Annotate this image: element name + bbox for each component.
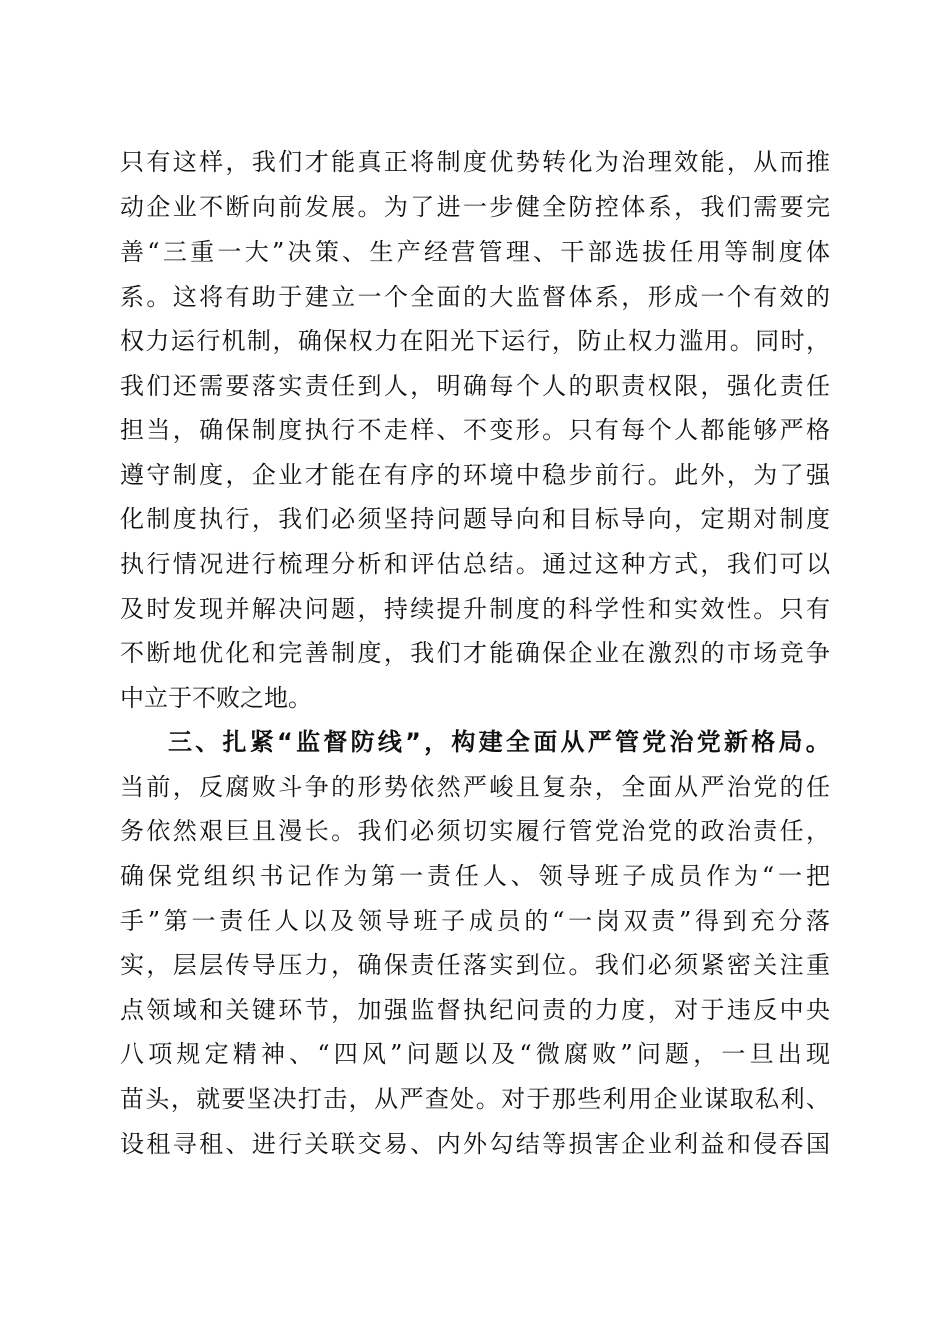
paragraph-line: 当前，反腐败斗争的形势依然严峻且复杂，全面从严治党的任 — [120, 773, 830, 801]
paragraph-line: 务依然艰巨且漫长。我们必须切实履行管党治党的政治责任， — [120, 817, 830, 845]
paragraph-line: 苗头，就要坚决打击，从严查处。对于那些利用企业谋取私利、 — [120, 1085, 830, 1113]
paragraph-line: 遵守制度，企业才能在有序的环境中稳步前行。此外，为了强 — [120, 461, 830, 489]
section-heading: 三、扎紧“监督防线”，构建全面从严管党治党新格局。 — [168, 728, 830, 756]
paragraph-line: 化制度执行，我们必须坚持问题导向和目标导向，定期对制度 — [120, 505, 830, 533]
paragraph-line: 点领域和关键环节，加强监督执纪问责的力度，对于违反中央 — [120, 996, 830, 1024]
paragraph-line: 中立于不败之地。 — [120, 684, 312, 712]
paragraph-line: 只有这样，我们才能真正将制度优势转化为治理效能，从而推 — [120, 148, 830, 176]
paragraph-line: 我们还需要落实责任到人，明确每个人的职责权限，强化责任 — [120, 372, 830, 400]
paragraph-line: 确保党组织书记作为第一责任人、领导班子成员作为“一把 — [120, 862, 830, 890]
paragraph-line: 不断地优化和完善制度，我们才能确保企业在激烈的市场竞争 — [120, 639, 830, 667]
paragraph-line: 系。这将有助于建立一个全面的大监督体系，形成一个有效的 — [120, 283, 830, 311]
paragraph-line: 及时发现并解决问题，持续提升制度的科学性和实效性。只有 — [120, 595, 830, 623]
paragraph-line: 担当，确保制度执行不走样、不变形。只有每个人都能够严格 — [120, 416, 830, 444]
paragraph-line: 动企业不断向前发展。为了进一步健全防控体系，我们需要完 — [120, 193, 830, 221]
paragraph-line: 八项规定精神、“四风”问题以及“微腐败”问题，一旦出现 — [120, 1040, 830, 1068]
paragraph-line: 权力运行机制，确保权力在阳光下运行，防止权力滥用。同时， — [120, 327, 830, 355]
paragraph-line: 实，层层传导压力，确保责任落实到位。我们必须紧密关注重 — [120, 951, 830, 979]
paragraph-line: 手”第一责任人以及领导班子成员的“一岗双责”得到充分落 — [120, 907, 830, 935]
paragraph-line: 设租寻租、进行关联交易、内外勾结等损害企业利益和侵吞国 — [120, 1130, 830, 1158]
paragraph-line: 执行情况进行梳理分析和评估总结。通过这种方式，我们可以 — [120, 550, 830, 578]
paragraph-line: 善“三重一大”决策、生产经营管理、干部选拔任用等制度体 — [120, 238, 830, 266]
